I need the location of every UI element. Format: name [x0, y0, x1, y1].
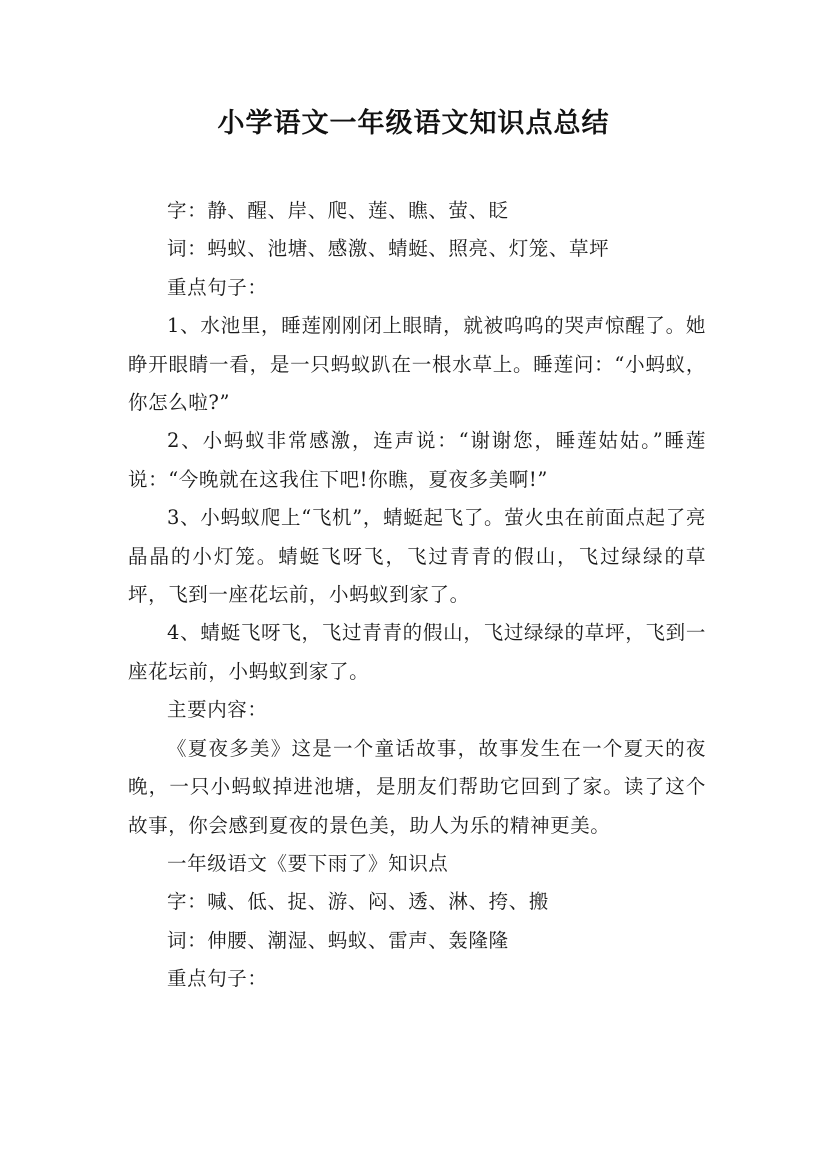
paragraph-section-heading: 一年级语文《要下雨了》知识点 [167, 851, 449, 875]
paragraph-words: 词：蚂蚁、池塘、感激、蜻蜓、照亮、灯笼、草坪 [167, 237, 610, 261]
paragraph-key-sentences-heading-2: 重点句子： [167, 967, 268, 991]
paragraph-words-2: 词：伸腰、潮湿、蚂蚁、雷声、轰隆隆 [167, 928, 509, 952]
paragraph-sentence-1: 1、水池里，睡莲刚刚闭上眼睛，就被呜呜的哭声惊醒了。她睁开眼睛一看，是一只蚂蚁趴在一根水草上。睡莲问：“小蚂蚁，你怎么啦?” [128, 314, 706, 415]
paragraph-main-content-heading: 主要内容： [167, 698, 268, 722]
paragraph-sentence-2: 2、小蚂蚁非常感激，连声说：“谢谢您，睡莲姑姑。”睡莲说：“今晚就在这我住下吧!你瞧，夏夜多美啊!” [128, 429, 706, 491]
paragraph-main-content: 《夏夜多美》这是一个童话故事，故事发生在一个夏天的夜晚，一只小蚂蚁掉进池塘，是朋友们帮助它回到了家。读了这个故事，你会感到夏夜的景色美，助人为乐的精神更美。 [128, 736, 706, 837]
paragraph-key-sentences-heading: 重点句子： [167, 275, 268, 299]
paragraph-characters: 字：静、醒、岸、爬、莲、瞧、萤、眨 [167, 199, 509, 222]
paragraph-sentence-3: 3、小蚂蚁爬上“飞机”，蜻蜓起飞了。萤火虫在前面点起了亮晶晶的小灯笼。蜻蜓飞呀飞，飞过青青的假山，飞过绿绿的草坪，飞到一座花坛前，小蚂蚁到家了。 [128, 506, 706, 607]
document-title: 小学语文一年级语文知识点总结 [217, 108, 610, 139]
paragraph-sentence-4: 4、蜻蜓飞呀飞，飞过青青的假山，飞过绿绿的草坪，飞到一座花坛前，小蚂蚁到家了。 [128, 621, 706, 683]
document-body [128, 192, 706, 999]
paragraph-characters-2: 字：喊、低、捉、游、闷、透、淋、挎、搬 [167, 890, 549, 914]
